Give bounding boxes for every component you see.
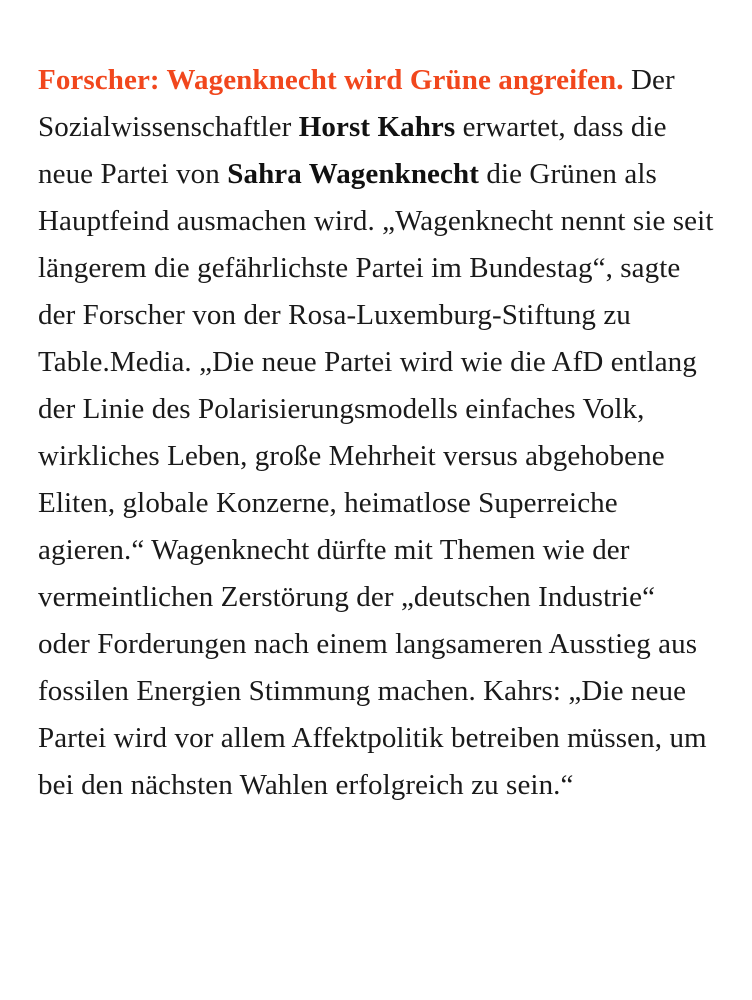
- person-name-horst-kahrs: Horst Kahrs: [298, 111, 456, 143]
- person-name-sahra-wagenknecht: Sahra Wagenknecht: [227, 158, 479, 190]
- article-text-1: Der Sozialwissenschaftler: [38, 64, 675, 143]
- article-text-2: erwartet, dass die neue Partei von: [38, 111, 667, 190]
- article-headline: Forscher: Wagenknecht wird Grüne angreifen.: [38, 64, 624, 96]
- article-text-3: die Grünen als Hauptfeind ausmachen wird. „Wagenknecht nennt sie seit längerem die gefährlichste Partei im Bundestag“, sagte der Forscher von der Rosa-Luxemburg-Stiftung zu Table.Media. „Die neue Partei wird wie die AfD entlang der Linie des Polarisierungsmodells einfaches Volk, wirkliches Leben, große Mehrheit versus abgehobene Eliten, globale Konzerne, heimatlose Superreiche agieren.“ Wagenknecht dürfte mit Themen wie der vermeintlichen Zerstörung der „deutschen Industrie“ oder Forderungen nach einem langsameren Ausstieg aus fossilen Energien Stimmung machen. Kahrs: „Die neue Partei wird vor allem Affektpolitik betreiben müssen, um bei den nächsten Wahlen erfolgreich zu sein.“: [38, 158, 714, 801]
- article-body: [38, 57, 714, 809]
